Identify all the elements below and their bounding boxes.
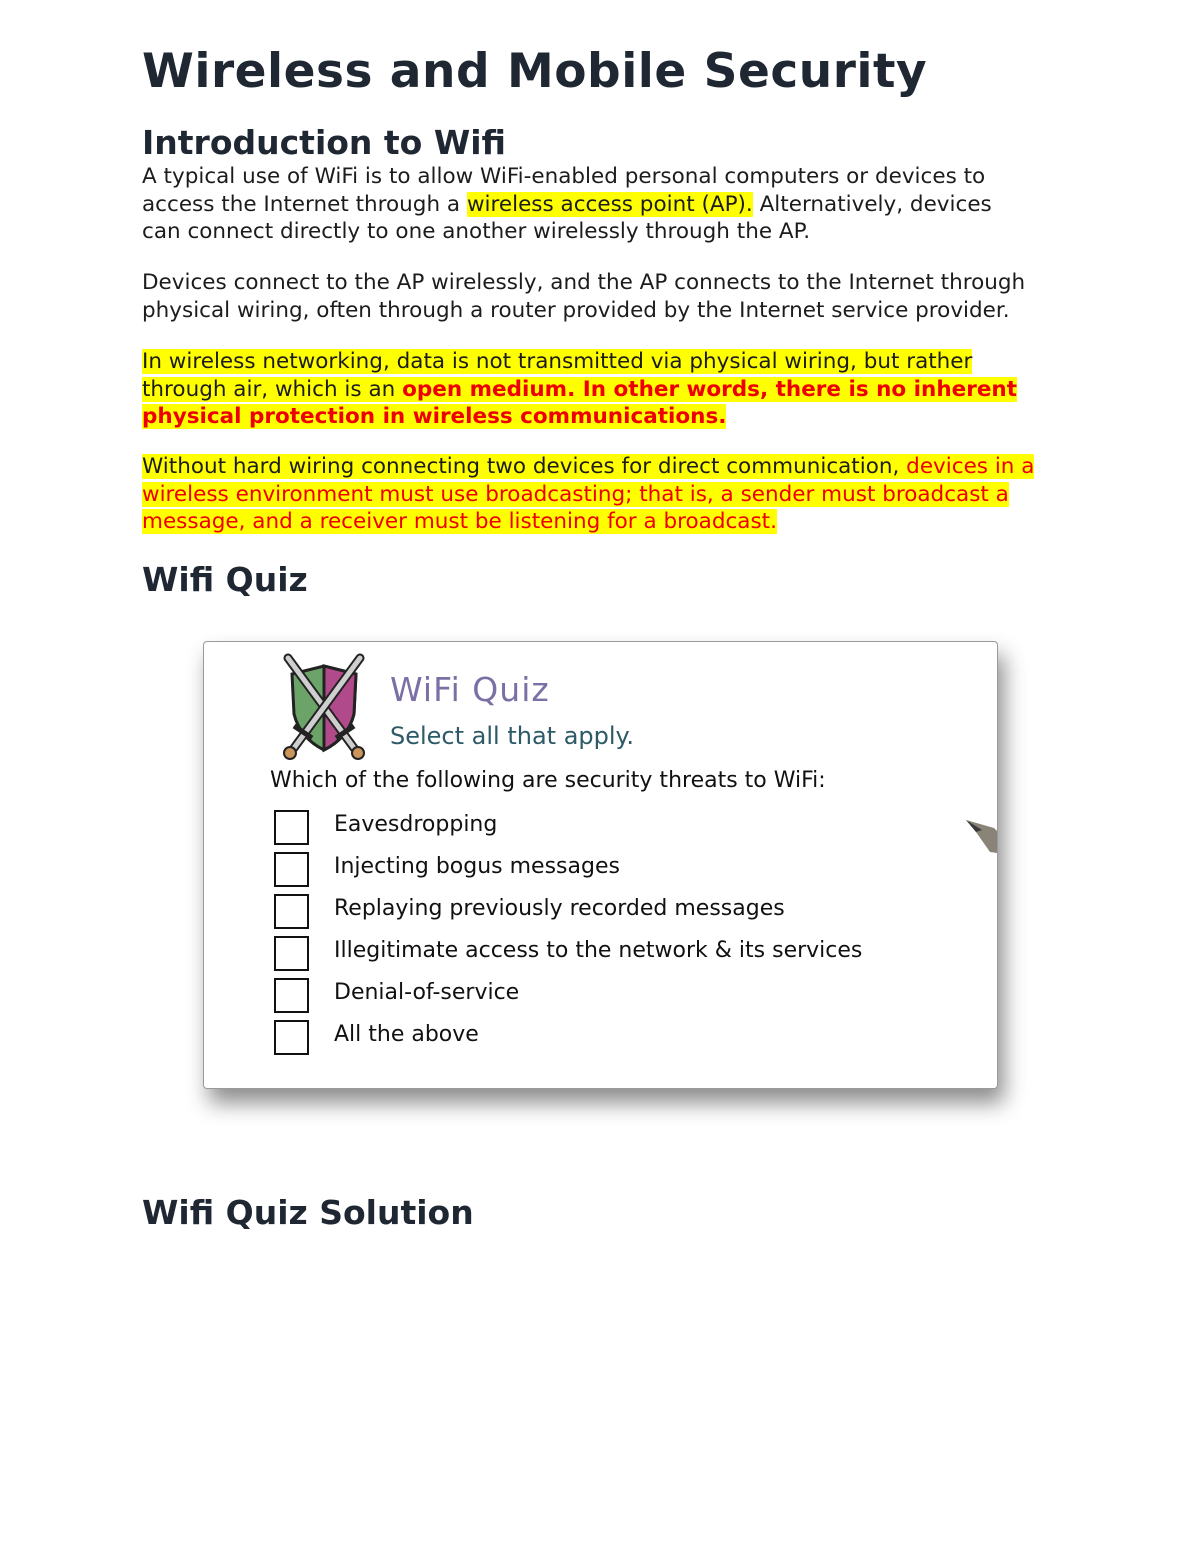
emphasis-text: open medium. In other words, there is no inherent (402, 376, 1018, 402)
shield-swords-icon (274, 652, 374, 762)
text-line (142, 453, 1132, 481)
checkbox (274, 810, 309, 845)
quiz-image (203, 641, 998, 1089)
checkbox (274, 894, 309, 929)
quiz-option (274, 894, 974, 932)
text-line (142, 403, 1132, 431)
pen-tip-icon (964, 818, 998, 854)
checkbox (274, 852, 309, 887)
text-line: physical wiring, often through a router provided by the Internet service provider. (142, 297, 1010, 323)
option-label: All the above (334, 1022, 479, 1047)
quiz-option (274, 852, 974, 890)
paragraph-intro-1 (142, 163, 1132, 246)
paragraph-intro-3 (142, 348, 1132, 431)
quiz-option (274, 810, 974, 848)
option-label: Injecting bogus messages (334, 854, 620, 879)
emphasis-text: physical protection in wireless communications. (142, 404, 727, 429)
emphasis-text: devices in a (906, 454, 1035, 479)
emphasis-text: wireless environment must use broadcasting; that is, a sender must broadcast a (142, 481, 1009, 507)
quiz-option (274, 978, 974, 1016)
text-line (142, 191, 1132, 219)
checkbox (274, 936, 309, 971)
section-heading-intro: Introduction to Wifi (142, 123, 507, 162)
section-heading-quiz: Wifi Quiz (142, 560, 308, 599)
quiz-title: WiFi Quiz (390, 670, 550, 709)
option-label: Illegitimate access to the network & its services (334, 938, 863, 963)
text-line: can connect directly to one another wirelessly through the AP. (142, 219, 811, 244)
option-label: Denial-of-service (334, 980, 520, 1005)
highlighted-text: Without hard wiring connecting two devices for direct communication, (142, 454, 907, 479)
option-label: Replaying previously recorded messages (334, 896, 785, 921)
highlighted-text: through air, which is an (142, 376, 403, 402)
paragraph-intro-2 (142, 269, 1132, 324)
quiz-question: Which of the following are security threats to WiFi: (270, 768, 826, 793)
paragraph-intro-4 (142, 453, 1132, 536)
text-line: Devices connect to the AP wirelessly, and the AP connects to the Internet through (142, 270, 1026, 295)
quiz-option (274, 936, 974, 974)
text-line (142, 348, 1132, 376)
highlighted-text: In wireless networking, data is not transmitted via physical wiring, but rather (142, 349, 973, 374)
highlighted-term: wireless access point (AP). (466, 191, 753, 217)
quiz-option (274, 1020, 974, 1058)
text-line: A typical use of WiFi is to allow WiFi-enabled personal computers or devices to (142, 164, 986, 189)
text-run: access the Internet through a (142, 191, 467, 217)
emphasis-text: message, and a receiver must be listening for a broadcast. (142, 509, 777, 534)
text-line (142, 508, 1132, 536)
checkbox (274, 978, 309, 1013)
quiz-subtitle: Select all that apply. (390, 722, 634, 750)
text-line (142, 376, 1132, 404)
option-label: Eavesdropping (334, 812, 498, 837)
checkbox (274, 1020, 309, 1055)
text-line (142, 481, 1132, 509)
document-title: Wireless and Mobile Security (142, 44, 928, 99)
text-run: Alternatively, devices (752, 191, 992, 217)
section-heading-solution: Wifi Quiz Solution (142, 1193, 474, 1232)
